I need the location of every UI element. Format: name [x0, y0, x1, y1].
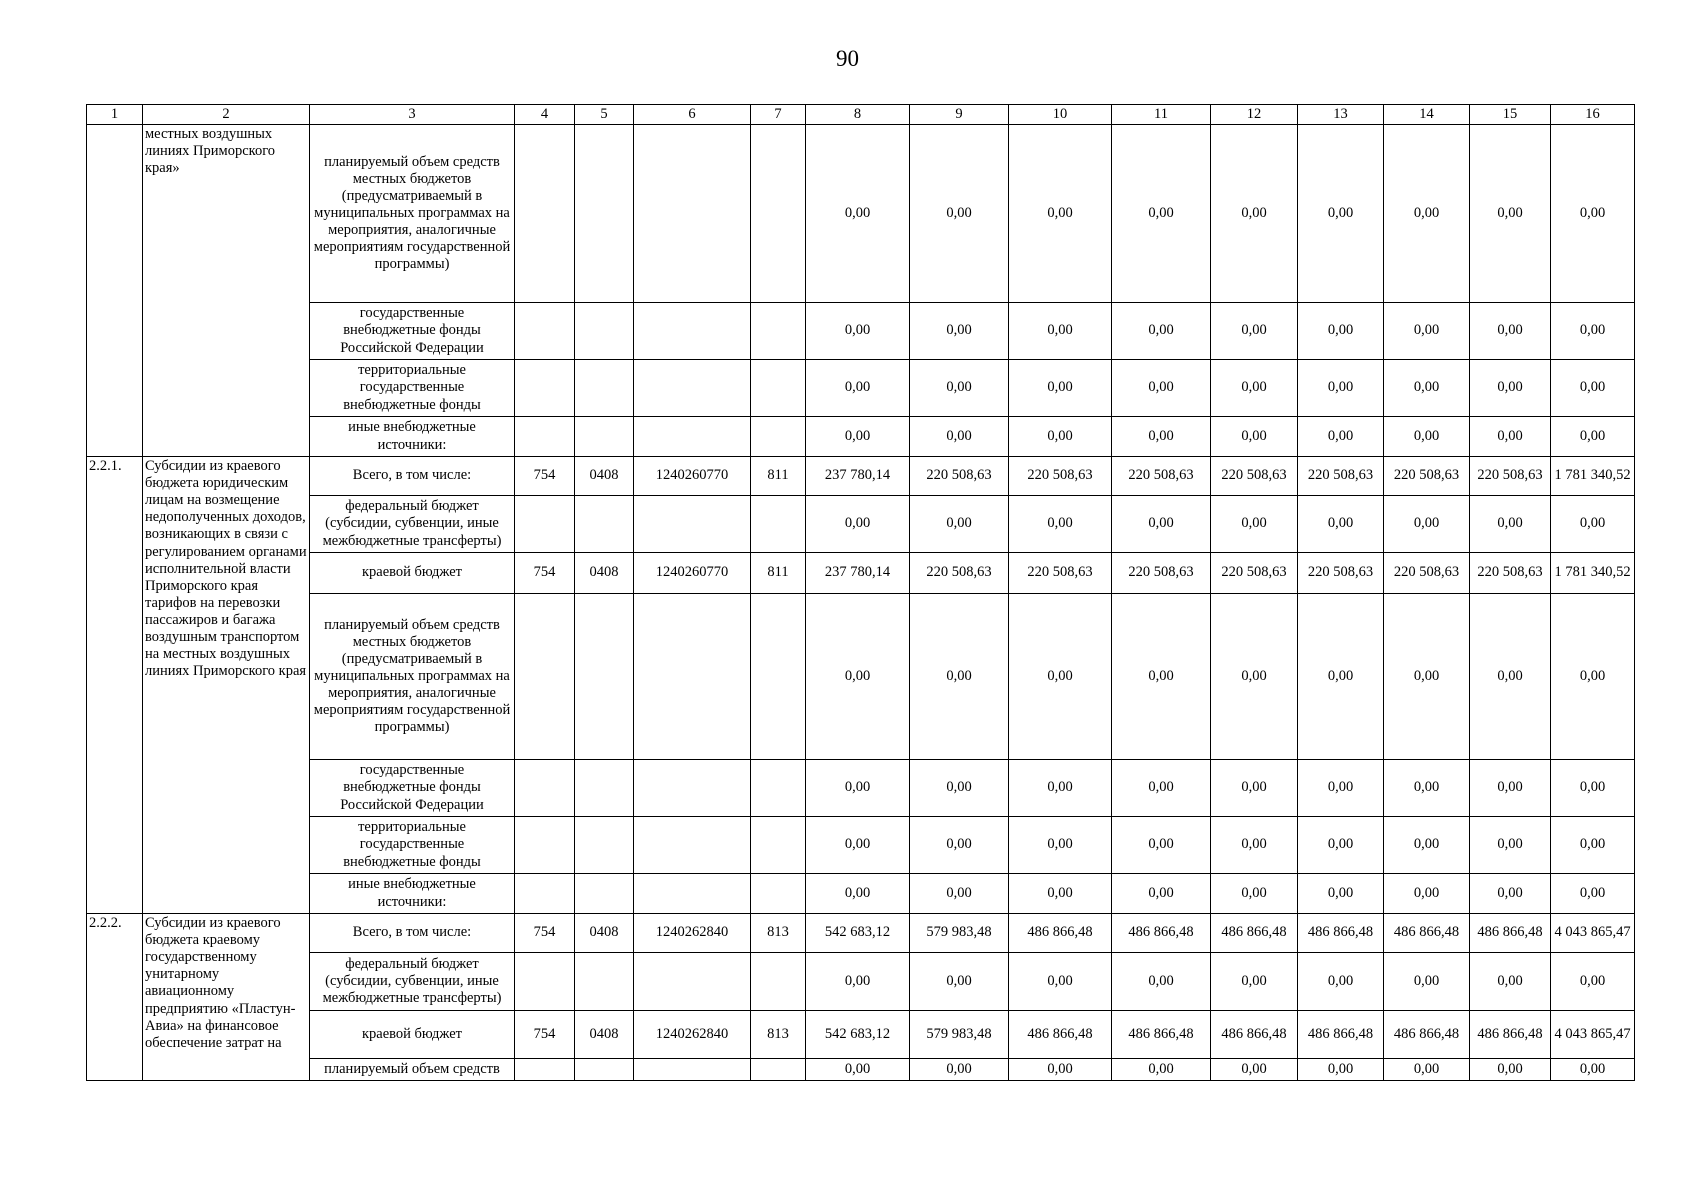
- row-number: 2.2.2.: [87, 914, 143, 1081]
- value-cell: 0,00: [1211, 125, 1298, 303]
- value-cell: 0,00: [910, 496, 1009, 553]
- value-cell: 0,00: [1298, 760, 1384, 817]
- vr-code: 813: [751, 914, 806, 953]
- value-cell: 0,00: [1384, 594, 1470, 760]
- value-cell: 0,00: [1470, 125, 1551, 303]
- value-cell: 0,00: [1009, 1059, 1112, 1081]
- value-cell: 0,00: [1551, 125, 1635, 303]
- page-number: 90: [836, 46, 859, 71]
- column-header: 3: [310, 105, 515, 125]
- value-cell: 0,00: [910, 303, 1009, 360]
- value-cell: 0,00: [1298, 360, 1384, 417]
- value-cell: 0,00: [1211, 817, 1298, 874]
- source-label: федеральный бюджет (субсидии, субвенции, иные межбюджетные трансферты): [310, 953, 515, 1011]
- value-cell: 0,00: [1470, 496, 1551, 553]
- table-row: [87, 360, 1635, 417]
- value-cell: 0,00: [1112, 760, 1211, 817]
- table-row: [87, 874, 1635, 914]
- value-cell: 0,00: [806, 125, 910, 303]
- vr-code: 813: [751, 1011, 806, 1059]
- table-row: [87, 417, 1635, 457]
- value-cell: 0,00: [1298, 594, 1384, 760]
- column-header: 16: [1551, 105, 1635, 125]
- column-header: 4: [515, 105, 575, 125]
- column-header: 11: [1112, 105, 1211, 125]
- measure-name: местных воздушных линиях Приморского края»: [143, 125, 310, 457]
- value-cell: 220 508,63: [1384, 553, 1470, 594]
- table-row: [87, 953, 1635, 1011]
- value-cell: 0,00: [1551, 594, 1635, 760]
- value-cell: 0,00: [1112, 496, 1211, 553]
- value-cell: 237 780,14: [806, 553, 910, 594]
- value-cell: 0,00: [1298, 1059, 1384, 1081]
- value-cell: 4 043 865,47: [1551, 914, 1635, 953]
- table-row: [87, 1011, 1635, 1059]
- value-cell: 0,00: [1470, 360, 1551, 417]
- measure-name: Субсидии из краевого бюджета юридическим лицам на возмещение недополученных доходов, возникающих в связи с регулированием органами исполнительной власти Приморского края тарифов на перевозки пассажиров и багажа воздушным транспортом на местных воздушных линиях Приморского края: [143, 457, 310, 914]
- value-cell: 0,00: [1298, 953, 1384, 1011]
- value-cell: 0,00: [1211, 760, 1298, 817]
- value-cell: 0,00: [1112, 417, 1211, 457]
- value-cell: 1 781 340,52: [1551, 553, 1635, 594]
- column-header: 7: [751, 105, 806, 125]
- grbs-code: 754: [515, 914, 575, 953]
- value-cell: 0,00: [1470, 874, 1551, 914]
- value-cell: 0,00: [1298, 496, 1384, 553]
- value-cell: 0,00: [1211, 417, 1298, 457]
- csr-code: 1240262840: [634, 914, 751, 953]
- value-cell: 220 508,63: [1298, 457, 1384, 496]
- value-cell: 220 508,63: [1009, 457, 1112, 496]
- value-cell: 220 508,63: [910, 457, 1009, 496]
- value-cell: 579 983,48: [910, 1011, 1009, 1059]
- value-cell: 0,00: [806, 594, 910, 760]
- value-cell: 0,00: [910, 760, 1009, 817]
- column-header: 1: [87, 105, 143, 125]
- value-cell: 0,00: [1298, 874, 1384, 914]
- rzpr-code: 0408: [575, 553, 634, 594]
- source-label: иные внебюджетные источники:: [310, 417, 515, 457]
- value-cell: 0,00: [806, 303, 910, 360]
- value-cell: 0,00: [1551, 360, 1635, 417]
- value-cell: 579 983,48: [910, 914, 1009, 953]
- source-label: планируемый объем средств местных бюджетов (предусматриваемый в муниципальных программах на мероприятия, аналогичные мероприятиям государственной программы): [310, 594, 515, 760]
- column-header: 15: [1470, 105, 1551, 125]
- value-cell: 0,00: [910, 953, 1009, 1011]
- value-cell: 0,00: [1384, 874, 1470, 914]
- grbs-code: 754: [515, 457, 575, 496]
- value-cell: 0,00: [1551, 760, 1635, 817]
- value-cell: 220 508,63: [1384, 457, 1470, 496]
- value-cell: 0,00: [806, 1059, 910, 1081]
- csr-code: 1240262840: [634, 1011, 751, 1059]
- value-cell: 0,00: [1298, 817, 1384, 874]
- value-cell: 1 781 340,52: [1551, 457, 1635, 496]
- value-cell: 0,00: [1211, 1059, 1298, 1081]
- value-cell: 0,00: [1211, 496, 1298, 553]
- source-label: государственные внебюджетные фонды Российской Федерации: [310, 760, 515, 817]
- column-header: 8: [806, 105, 910, 125]
- value-cell: 0,00: [1009, 360, 1112, 417]
- value-cell: 0,00: [806, 417, 910, 457]
- value-cell: 0,00: [806, 760, 910, 817]
- table-row: [87, 760, 1635, 817]
- source-label: краевой бюджет: [310, 553, 515, 594]
- value-cell: 0,00: [1112, 874, 1211, 914]
- value-cell: 486 866,48: [1384, 914, 1470, 953]
- value-cell: 220 508,63: [1470, 553, 1551, 594]
- budget-table: [86, 104, 1635, 1081]
- value-cell: 0,00: [1009, 594, 1112, 760]
- value-cell: 0,00: [1112, 953, 1211, 1011]
- value-cell: 220 508,63: [1112, 457, 1211, 496]
- value-cell: 0,00: [806, 360, 910, 417]
- value-cell: 0,00: [1551, 953, 1635, 1011]
- table-row: [87, 303, 1635, 360]
- value-cell: 0,00: [1009, 496, 1112, 553]
- value-cell: 220 508,63: [1112, 553, 1211, 594]
- value-cell: 0,00: [1384, 496, 1470, 553]
- source-label: государственные внебюджетные фонды Российской Федерации: [310, 303, 515, 360]
- table-row: [87, 553, 1635, 594]
- value-cell: 542 683,12: [806, 1011, 910, 1059]
- value-cell: 0,00: [910, 125, 1009, 303]
- csr-code: 1240260770: [634, 553, 751, 594]
- table-row: [87, 914, 1635, 953]
- value-cell: 486 866,48: [1211, 1011, 1298, 1059]
- value-cell: 0,00: [1384, 417, 1470, 457]
- value-cell: 0,00: [1211, 360, 1298, 417]
- source-label: Всего, в том числе:: [310, 914, 515, 953]
- value-cell: 0,00: [1384, 125, 1470, 303]
- source-label: краевой бюджет: [310, 1011, 515, 1059]
- value-cell: 0,00: [1470, 760, 1551, 817]
- value-cell: 0,00: [1009, 760, 1112, 817]
- rzpr-code: 0408: [575, 914, 634, 953]
- value-cell: 220 508,63: [1211, 457, 1298, 496]
- value-cell: 0,00: [1009, 417, 1112, 457]
- value-cell: 0,00: [1112, 817, 1211, 874]
- header-row: [87, 105, 1635, 125]
- value-cell: 486 866,48: [1211, 914, 1298, 953]
- value-cell: 0,00: [806, 874, 910, 914]
- value-cell: 486 866,48: [1470, 914, 1551, 953]
- value-cell: 542 683,12: [806, 914, 910, 953]
- value-cell: 0,00: [1470, 303, 1551, 360]
- grbs-code: 754: [515, 553, 575, 594]
- value-cell: 220 508,63: [1298, 553, 1384, 594]
- table-row: [87, 457, 1635, 496]
- source-label: территориальные государственные внебюджетные фонды: [310, 360, 515, 417]
- source-label: территориальные государственные внебюджетные фонды: [310, 817, 515, 874]
- value-cell: 0,00: [910, 417, 1009, 457]
- value-cell: 0,00: [1551, 303, 1635, 360]
- value-cell: 486 866,48: [1470, 1011, 1551, 1059]
- value-cell: 486 866,48: [1112, 914, 1211, 953]
- source-label: федеральный бюджет (субсидии, субвенции, иные межбюджетные трансферты): [310, 496, 515, 553]
- column-header: 14: [1384, 105, 1470, 125]
- value-cell: 220 508,63: [1211, 553, 1298, 594]
- value-cell: 0,00: [910, 874, 1009, 914]
- value-cell: 0,00: [1470, 1059, 1551, 1081]
- value-cell: 220 508,63: [1470, 457, 1551, 496]
- value-cell: 0,00: [1298, 125, 1384, 303]
- value-cell: 0,00: [1211, 303, 1298, 360]
- rzpr-code: 0408: [575, 1011, 634, 1059]
- value-cell: 220 508,63: [1009, 553, 1112, 594]
- value-cell: 220 508,63: [910, 553, 1009, 594]
- source-label: Всего, в том числе:: [310, 457, 515, 496]
- rzpr-code: 0408: [575, 457, 634, 496]
- column-header: 9: [910, 105, 1009, 125]
- value-cell: 0,00: [1384, 303, 1470, 360]
- value-cell: 0,00: [1009, 817, 1112, 874]
- value-cell: 0,00: [1211, 953, 1298, 1011]
- value-cell: 0,00: [1551, 817, 1635, 874]
- value-cell: 0,00: [1470, 953, 1551, 1011]
- value-cell: 0,00: [910, 1059, 1009, 1081]
- value-cell: 0,00: [1384, 1059, 1470, 1081]
- value-cell: 0,00: [1009, 303, 1112, 360]
- column-header: 2: [143, 105, 310, 125]
- table-row: [87, 496, 1635, 553]
- value-cell: 0,00: [1470, 594, 1551, 760]
- row-number: 2.2.1.: [87, 457, 143, 914]
- value-cell: 0,00: [1384, 953, 1470, 1011]
- value-cell: 0,00: [1298, 303, 1384, 360]
- value-cell: 237 780,14: [806, 457, 910, 496]
- value-cell: 0,00: [806, 953, 910, 1011]
- value-cell: 0,00: [1211, 874, 1298, 914]
- value-cell: 0,00: [806, 496, 910, 553]
- column-header: 5: [575, 105, 634, 125]
- value-cell: 0,00: [1298, 417, 1384, 457]
- value-cell: 0,00: [1112, 303, 1211, 360]
- value-cell: 4 043 865,47: [1551, 1011, 1635, 1059]
- value-cell: 0,00: [806, 817, 910, 874]
- source-label: планируемый объем средств: [310, 1059, 515, 1081]
- value-cell: 0,00: [1384, 360, 1470, 417]
- csr-code: 1240260770: [634, 457, 751, 496]
- value-cell: 0,00: [910, 360, 1009, 417]
- value-cell: 486 866,48: [1112, 1011, 1211, 1059]
- source-label: иные внебюджетные источники:: [310, 874, 515, 914]
- value-cell: 0,00: [1470, 417, 1551, 457]
- value-cell: 0,00: [910, 817, 1009, 874]
- table-row: [87, 594, 1635, 760]
- source-label: планируемый объем средств местных бюджетов (предусматриваемый в муниципальных программах на мероприятия, аналогичные мероприятиям государственной программы): [310, 125, 515, 303]
- table-row: [87, 817, 1635, 874]
- value-cell: 0,00: [1470, 817, 1551, 874]
- table-row: [87, 125, 1635, 303]
- column-header: 6: [634, 105, 751, 125]
- value-cell: 0,00: [1009, 874, 1112, 914]
- value-cell: 0,00: [1551, 496, 1635, 553]
- grbs-code: 754: [515, 1011, 575, 1059]
- value-cell: 486 866,48: [1009, 1011, 1112, 1059]
- value-cell: 0,00: [910, 594, 1009, 760]
- measure-name: Субсидии из краевого бюджета краевому государственному унитарному авиационному предприятию «Пластун-Авиа» на финансовое обеспечение затрат на: [143, 914, 310, 1081]
- value-cell: 0,00: [1551, 1059, 1635, 1081]
- value-cell: 486 866,48: [1009, 914, 1112, 953]
- value-cell: 0,00: [1551, 417, 1635, 457]
- value-cell: 0,00: [1009, 125, 1112, 303]
- row-number-cell: [87, 125, 143, 457]
- value-cell: 0,00: [1112, 594, 1211, 760]
- value-cell: 0,00: [1211, 594, 1298, 760]
- table-row: [87, 1059, 1635, 1081]
- value-cell: 0,00: [1551, 874, 1635, 914]
- column-header: 12: [1211, 105, 1298, 125]
- value-cell: 0,00: [1112, 125, 1211, 303]
- value-cell: 0,00: [1009, 953, 1112, 1011]
- value-cell: 0,00: [1112, 1059, 1211, 1081]
- value-cell: 0,00: [1112, 360, 1211, 417]
- value-cell: 486 866,48: [1384, 1011, 1470, 1059]
- column-header: 10: [1009, 105, 1112, 125]
- vr-code: 811: [751, 457, 806, 496]
- value-cell: 0,00: [1384, 760, 1470, 817]
- value-cell: 486 866,48: [1298, 914, 1384, 953]
- value-cell: 0,00: [1384, 817, 1470, 874]
- vr-code: 811: [751, 553, 806, 594]
- column-header: 13: [1298, 105, 1384, 125]
- value-cell: 486 866,48: [1298, 1011, 1384, 1059]
